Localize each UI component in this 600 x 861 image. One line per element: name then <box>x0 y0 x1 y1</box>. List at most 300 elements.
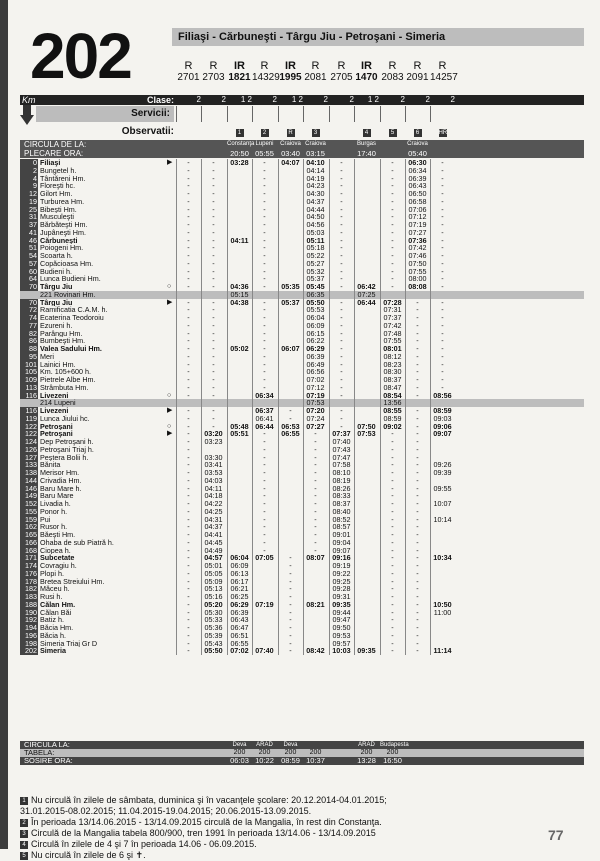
time-cell: 04:49 <box>204 545 223 555</box>
time-cell: 03:53 <box>204 468 223 477</box>
time-cell: - <box>263 344 266 353</box>
train-header <box>278 60 303 84</box>
station-marker-icon: ▶ <box>167 407 173 414</box>
time-cell: 06:29 <box>230 599 249 609</box>
time-cell: - <box>187 406 190 415</box>
time-cell: - <box>416 568 419 578</box>
time-cell: 07:19 <box>306 390 325 400</box>
time-cell: - <box>187 165 190 175</box>
time-cell: - <box>416 413 419 423</box>
footnote <box>20 850 580 861</box>
time-cell: - <box>416 630 419 640</box>
time-cell: - <box>289 561 292 570</box>
time-cell: 04:41 <box>204 530 223 539</box>
time-cell: 05:22 <box>306 251 325 260</box>
km-value: 57 <box>20 260 38 268</box>
time-cell: - <box>416 452 419 462</box>
time-cell: 05:48 <box>230 421 249 431</box>
footnote <box>20 828 580 839</box>
time-cell: - <box>416 491 419 501</box>
station-name: Lainici Hm. <box>40 360 76 369</box>
observation-mark-icon: 5 <box>389 129 397 137</box>
time-cell: - <box>187 615 190 625</box>
time-cell: - <box>314 429 317 439</box>
time-cell: 07:27 <box>306 421 325 431</box>
time-cell: - <box>416 506 419 516</box>
time-cell: - <box>263 165 266 175</box>
arrival-time: 10:37 <box>306 756 325 765</box>
station-marker-icon: ○ <box>167 391 172 399</box>
time-cell: 06:44 <box>255 421 274 431</box>
time-cell: - <box>416 429 419 439</box>
departure-time: 20:50 <box>230 149 249 158</box>
time-cell: - <box>289 406 292 415</box>
time-cell: - <box>416 297 419 307</box>
train-header <box>227 60 252 84</box>
km-value: 0 <box>20 159 38 167</box>
time-cell: - <box>187 189 190 198</box>
station-name: Târgu Jiu <box>40 298 73 307</box>
time-cell: 07:27 <box>408 227 427 237</box>
time-cell: - <box>263 452 266 462</box>
train-class: 2 <box>425 95 430 104</box>
km-value: 77 <box>20 322 38 330</box>
time-cell: 06:35 <box>306 289 325 299</box>
station-name: Bumbeşti Hm. <box>40 337 86 345</box>
time-cell: 06:39 <box>230 607 249 617</box>
station-row <box>20 175 584 183</box>
time-cell: 06:42 <box>357 282 376 291</box>
time-cell: 11:00 <box>433 607 452 617</box>
train-number: 1470 <box>355 72 378 83</box>
station-name: Ohaba de sub Piatră h. <box>40 538 114 547</box>
km-value: 126 <box>20 446 38 454</box>
time-cell: - <box>187 545 190 555</box>
time-cell: - <box>441 367 444 377</box>
train-number: 1995 <box>279 72 302 83</box>
time-cell: - <box>314 452 317 462</box>
time-cell: - <box>441 251 444 260</box>
station-row <box>20 221 584 229</box>
station-marker-icon: ▶ <box>167 298 173 306</box>
time-cell: - <box>441 344 444 353</box>
station-name: Turburea Hm. <box>40 197 85 206</box>
time-cell: - <box>187 258 190 268</box>
time-cell: - <box>416 646 419 656</box>
station-row <box>20 508 584 516</box>
time-cell: - <box>187 599 190 609</box>
time-cell: - <box>187 576 190 586</box>
time-cell: 05:15 <box>230 289 249 299</box>
km-value: 51 <box>20 244 38 252</box>
time-cell: - <box>212 227 215 237</box>
time-cell: - <box>441 158 444 167</box>
time-cell: 04:18 <box>204 491 223 501</box>
time-cell: - <box>187 328 190 338</box>
destination-station: ARAD <box>358 742 375 748</box>
time-cell: - <box>340 243 343 253</box>
time-cell: - <box>263 258 266 268</box>
footnote-text: Circulă de la Mangalia tabela 800/900, tren 1991 în perioada 13/14.06 - 13/14.09.2015 <box>31 828 376 838</box>
time-cell: - <box>416 607 419 617</box>
time-cell: 09:07 <box>332 545 351 555</box>
time-cell: 03:28 <box>230 158 249 167</box>
time-cell: - <box>263 305 266 315</box>
time-cell: - <box>441 328 444 338</box>
train-category: R <box>388 60 397 72</box>
time-cell: - <box>187 227 190 237</box>
time-cell: 08:30 <box>383 367 402 377</box>
service-cell <box>176 106 201 122</box>
time-cell: - <box>263 375 266 384</box>
time-cell: 07:46 <box>408 251 427 260</box>
time-cell: - <box>441 220 444 229</box>
time-cell: - <box>391 599 394 609</box>
time-cell: 04:37 <box>204 522 223 532</box>
time-cell: - <box>441 258 444 268</box>
station-name: Parângu Hm. <box>40 329 83 338</box>
time-cell: - <box>340 235 343 245</box>
km-value: 190 <box>20 609 38 617</box>
time-cell: 09:47 <box>332 615 351 625</box>
time-cell: - <box>187 390 190 400</box>
time-cell: 08:47 <box>383 382 402 392</box>
arrival-time: 10:22 <box>255 756 274 765</box>
time-cell: - <box>340 227 343 237</box>
time-cell: - <box>263 274 266 284</box>
time-cell: - <box>187 243 190 253</box>
station-row <box>20 237 584 245</box>
tabela-label: TABELA: <box>24 748 55 757</box>
arrival-time: 08:59 <box>281 756 300 765</box>
footnote-text: Nu circulă în zilele de sâmbata, duminica şi în vacanţele şcolare: 20.12.2014-04.01.2015; <box>31 795 387 805</box>
time-cell: 09:01 <box>332 530 351 539</box>
station-marker-icon: ○ <box>167 283 172 290</box>
station-name: Copăcioasa Hm. <box>40 259 94 268</box>
time-cell: 06:29 <box>306 344 325 353</box>
time-cell: - <box>416 390 419 400</box>
time-cell: - <box>187 266 190 276</box>
station-name: Poiogeni Hm. <box>40 244 84 252</box>
time-cell: 06:09 <box>230 561 249 570</box>
time-cell: - <box>263 320 266 330</box>
time-cell: - <box>187 475 190 485</box>
time-cell: - <box>416 623 419 632</box>
time-cell: - <box>416 328 419 338</box>
origin-station: Lupeni <box>255 141 274 147</box>
time-cell: 04:03 <box>204 475 223 485</box>
time-cell: - <box>391 561 394 570</box>
time-cell: 04:11 <box>204 483 223 493</box>
km-value: 116 <box>20 392 38 400</box>
time-cell: - <box>263 359 266 369</box>
time-cell: 09:44 <box>332 607 351 617</box>
km-value: 82 <box>20 330 38 338</box>
time-cell: 06:55 <box>230 638 249 648</box>
km-value: 70 <box>20 283 38 291</box>
train-number: 2705 <box>330 72 353 83</box>
station-row <box>20 159 584 167</box>
table-number: 200 <box>233 749 246 756</box>
time-cell: - <box>289 599 292 609</box>
train-class: 1 2 <box>291 95 303 104</box>
time-cell: - <box>187 305 190 315</box>
time-cell: - <box>340 305 343 315</box>
time-cell: - <box>212 382 215 392</box>
station-row <box>20 593 584 601</box>
time-cell: - <box>391 537 394 547</box>
station-row <box>20 523 584 531</box>
origin-station: Constanţa <box>227 141 255 147</box>
time-cell: - <box>212 328 215 338</box>
time-cell: 05:43 <box>204 638 223 648</box>
time-cell: - <box>340 158 343 167</box>
time-cell: 08:42 <box>306 646 325 656</box>
time-cell: - <box>187 530 190 539</box>
service-cell <box>380 106 405 122</box>
time-cell: - <box>212 181 215 191</box>
time-cell: 09:35 <box>357 646 376 656</box>
time-cell: - <box>441 165 444 175</box>
connection-row <box>20 399 584 407</box>
page-edge-strip <box>0 0 8 849</box>
time-cell: - <box>416 367 419 377</box>
time-cell: - <box>391 258 394 268</box>
time-cell: - <box>263 382 266 392</box>
time-cell: 08:37 <box>383 375 402 384</box>
time-cell: 07:42 <box>383 320 402 330</box>
km-value: 46 <box>20 237 38 245</box>
train-category: R <box>209 60 218 72</box>
train-class: 2 <box>349 95 354 104</box>
time-cell: - <box>212 375 215 384</box>
time-cell: 06:34 <box>408 165 427 175</box>
servicii-label: Servicii: <box>36 106 174 122</box>
station-name: Rusor h. <box>40 523 68 531</box>
time-cell: - <box>441 212 444 222</box>
km-value: 116 <box>20 407 38 415</box>
time-cell: - <box>416 584 419 594</box>
time-cell: 06:43 <box>408 181 427 191</box>
time-cell: - <box>340 220 343 229</box>
time-cell: - <box>212 390 215 400</box>
time-cell: - <box>187 437 190 446</box>
time-cell: - <box>212 258 215 268</box>
time-cell: - <box>263 235 266 245</box>
station-name: Băcia Hm. <box>40 624 74 632</box>
time-cell: - <box>416 475 419 485</box>
time-cell: 06:55 <box>281 429 300 439</box>
station-row <box>20 446 584 454</box>
time-cell: 04:11 <box>230 235 249 245</box>
station-name: Baru Mare h. <box>40 484 82 493</box>
time-cell: - <box>340 413 343 423</box>
route-number: 202 <box>30 20 131 92</box>
time-cell: - <box>314 483 317 493</box>
column-divider <box>430 159 431 655</box>
km-value: 198 <box>20 640 38 648</box>
time-cell: - <box>441 305 444 315</box>
time-cell: - <box>340 181 343 191</box>
km-value: 202 <box>20 647 38 655</box>
time-cell: - <box>187 220 190 229</box>
time-cell: 05:16 <box>204 592 223 601</box>
time-cell: - <box>263 506 266 516</box>
time-cell: 07:28 <box>383 297 402 307</box>
train-header <box>176 60 201 84</box>
km-value: 25 <box>20 206 38 214</box>
service-cell <box>303 106 328 122</box>
time-cell: - <box>212 351 215 361</box>
service-cell <box>201 106 226 122</box>
time-cell: - <box>340 320 343 330</box>
time-cell: - <box>391 646 394 656</box>
time-cell: 05:50 <box>306 297 325 307</box>
time-cell: 07:20 <box>306 406 325 415</box>
time-cell: - <box>441 173 444 183</box>
station-row <box>20 306 584 314</box>
station-name: Livezeni <box>40 407 69 415</box>
time-cell: - <box>391 158 394 167</box>
plecare-ora-label: PLECARE ORA: <box>24 149 84 158</box>
station-name: Lunca Budieni Hm. <box>40 275 101 283</box>
time-cell: 04:14 <box>306 165 325 175</box>
time-cell: - <box>263 437 266 446</box>
time-cell: 07:19 <box>408 220 427 229</box>
time-cell: 08:23 <box>383 359 402 369</box>
station-name: Lunca Jiului hc. <box>40 414 90 423</box>
time-cell: - <box>416 313 419 322</box>
time-cell: - <box>391 429 394 439</box>
station-name: Scoarta h. <box>40 252 73 260</box>
station-name: Rusi h. <box>40 593 63 601</box>
km-value: 168 <box>20 547 38 555</box>
time-cell: - <box>416 514 419 524</box>
time-cell: - <box>391 444 394 454</box>
time-cell: - <box>340 251 343 260</box>
station-name: Livadia h. <box>40 500 71 508</box>
time-cell: 06:39 <box>306 351 325 361</box>
circula-la-label: CIRCULA LA: <box>24 740 70 749</box>
time-cell: 09:02 <box>383 421 402 431</box>
time-cell: - <box>391 204 394 214</box>
origin-station: Craiova <box>407 141 428 147</box>
time-cell: - <box>212 359 215 369</box>
departure-time: 17:40 <box>357 149 376 158</box>
time-cell: - <box>391 638 394 648</box>
time-cell: 09:39 <box>433 468 452 477</box>
station-name: Băeşti Hm. <box>40 531 76 539</box>
time-cell: - <box>340 212 343 222</box>
time-cell: - <box>187 196 190 206</box>
time-cell: - <box>416 320 419 330</box>
time-cell: - <box>187 173 190 183</box>
connection-row <box>20 291 584 299</box>
service-cell <box>252 106 277 122</box>
station-name: Bibeşti Hm. <box>40 205 77 214</box>
time-cell: 08:57 <box>332 522 351 532</box>
station-name: Musculeşti <box>40 213 74 221</box>
time-cell: - <box>212 204 215 214</box>
time-cell: - <box>263 282 266 291</box>
station-row <box>20 260 584 268</box>
time-cell: 04:31 <box>204 514 223 524</box>
time-cell: 07:55 <box>408 266 427 276</box>
station-row <box>20 485 584 493</box>
time-cell: 04:44 <box>306 204 325 214</box>
time-cell: - <box>263 181 266 191</box>
time-cell: - <box>441 336 444 346</box>
observation-mark-icon: HR <box>438 130 448 136</box>
time-cell: 05:30 <box>204 607 223 617</box>
station-row <box>20 392 584 400</box>
time-cell: 04:23 <box>306 181 325 191</box>
observation-mark-icon: 2 <box>261 129 269 137</box>
time-cell: - <box>187 382 190 392</box>
train-category: R <box>413 60 422 72</box>
train-header <box>405 60 430 84</box>
time-cell: - <box>289 607 292 617</box>
time-cell: - <box>391 514 394 524</box>
train-category: R <box>184 60 193 72</box>
time-cell: - <box>441 351 444 361</box>
time-cell: - <box>416 615 419 625</box>
km-value: 113 <box>20 384 38 392</box>
train-header <box>201 60 226 84</box>
time-cell: - <box>263 429 266 439</box>
time-cell: - <box>391 483 394 493</box>
time-cell: 07:55 <box>383 336 402 346</box>
time-cell: - <box>263 243 266 253</box>
station-row <box>20 206 584 214</box>
time-cell: - <box>391 452 394 462</box>
time-cell: - <box>416 468 419 477</box>
time-cell: 08:40 <box>332 506 351 516</box>
down-arrow-icon <box>20 105 34 125</box>
time-cell: 09:53 <box>332 630 351 640</box>
time-cell: 07:02 <box>306 375 325 384</box>
time-cell: - <box>187 623 190 632</box>
time-cell: - <box>441 382 444 392</box>
service-cell <box>278 106 303 122</box>
station-name: Bungetel h. <box>40 166 77 175</box>
time-cell: 03:20 <box>204 429 223 439</box>
time-cell: 05:13 <box>204 584 223 594</box>
time-cell: - <box>187 251 190 260</box>
time-cell: - <box>416 305 419 315</box>
time-cell: 07:06 <box>408 204 427 214</box>
time-cell: - <box>391 584 394 594</box>
station-row <box>20 516 584 524</box>
km-value: 9 <box>20 182 38 190</box>
time-cell: - <box>187 468 190 477</box>
station-row <box>20 454 584 462</box>
time-cell: 05:37 <box>281 297 300 307</box>
service-cell <box>329 106 354 122</box>
station-row <box>20 376 584 384</box>
station-row <box>20 640 584 648</box>
time-cell: - <box>416 344 419 353</box>
time-cell: - <box>416 537 419 547</box>
column-divider <box>278 159 279 655</box>
km-value: 192 <box>20 616 38 624</box>
time-cell: 04:56 <box>306 220 325 229</box>
time-cell: - <box>441 359 444 369</box>
time-cell: 11:14 <box>433 646 452 656</box>
time-cell: 06:04 <box>230 553 249 563</box>
station-row <box>20 229 584 237</box>
time-cell: 09:22 <box>332 568 351 578</box>
